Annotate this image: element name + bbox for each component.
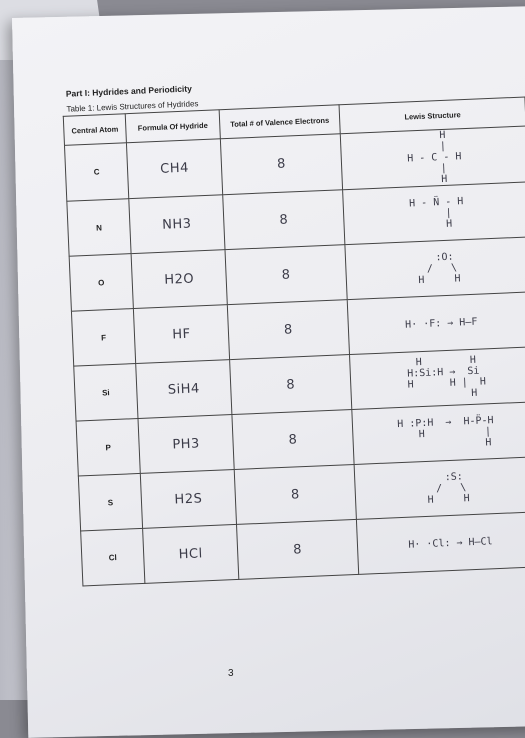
worksheet-content <box>62 69 525 586</box>
valence-cell: 8 <box>225 245 347 305</box>
lewis-cell: H | H - C - H | H <box>340 126 525 190</box>
header-lewis: Lewis Structure <box>339 97 525 134</box>
atom-cell: P <box>76 418 140 476</box>
table-caption: Table 1: Lewis Structures of Hydrides <box>66 99 199 114</box>
lewis-cell: :S: / \ H H <box>354 457 525 520</box>
lewis-cell: :O: / \ H H <box>345 237 525 300</box>
atom-cell: S <box>78 473 142 531</box>
valence-cell: 8 <box>223 190 345 250</box>
atom-cell: O <box>69 254 133 312</box>
atom-cell: N <box>67 199 131 257</box>
lewis-cell: H - N̈ - H | H <box>343 182 525 245</box>
lewis-cell: H :P:H → H-P̈-H H | H <box>352 402 525 465</box>
hydrides-table <box>63 96 525 586</box>
valence-cell: 8 <box>234 464 356 524</box>
atom-cell: Si <box>74 364 138 422</box>
valence-cell: 8 <box>237 519 359 579</box>
page-number: 3 <box>228 668 234 679</box>
formula-cell: SiH4 <box>136 360 232 419</box>
formula-cell: CH4 <box>126 139 222 199</box>
formula-cell: NH3 <box>129 195 225 254</box>
formula-cell: H2S <box>140 469 236 528</box>
worksheet-page <box>12 5 525 738</box>
header-valence: Total # of Valence Electrons <box>219 105 340 139</box>
formula-cell: HCl <box>143 524 239 583</box>
lewis-cell: H H H:Si:H → Si H H | H H <box>349 347 525 410</box>
header-formula: Formula Of Hydride <box>125 110 220 143</box>
atom-cell: Cl <box>81 528 145 586</box>
formula-cell: PH3 <box>138 415 234 474</box>
lewis-cell: H· ·F: → H—F <box>347 292 525 355</box>
formula-cell: H2O <box>131 250 227 309</box>
valence-cell: 8 <box>220 134 342 195</box>
atom-cell: C <box>64 143 128 202</box>
formula-cell: HF <box>133 305 229 364</box>
part-title: Part I: Hydrides and Periodicity <box>65 83 193 99</box>
valence-cell: 8 <box>230 355 352 415</box>
lewis-cell: H· ·Cl: → H—Cl <box>356 512 525 575</box>
valence-cell: 8 <box>227 300 349 360</box>
atom-cell: F <box>71 309 135 367</box>
valence-cell: 8 <box>232 410 354 470</box>
header-central-atom: Central Atom <box>63 114 126 146</box>
